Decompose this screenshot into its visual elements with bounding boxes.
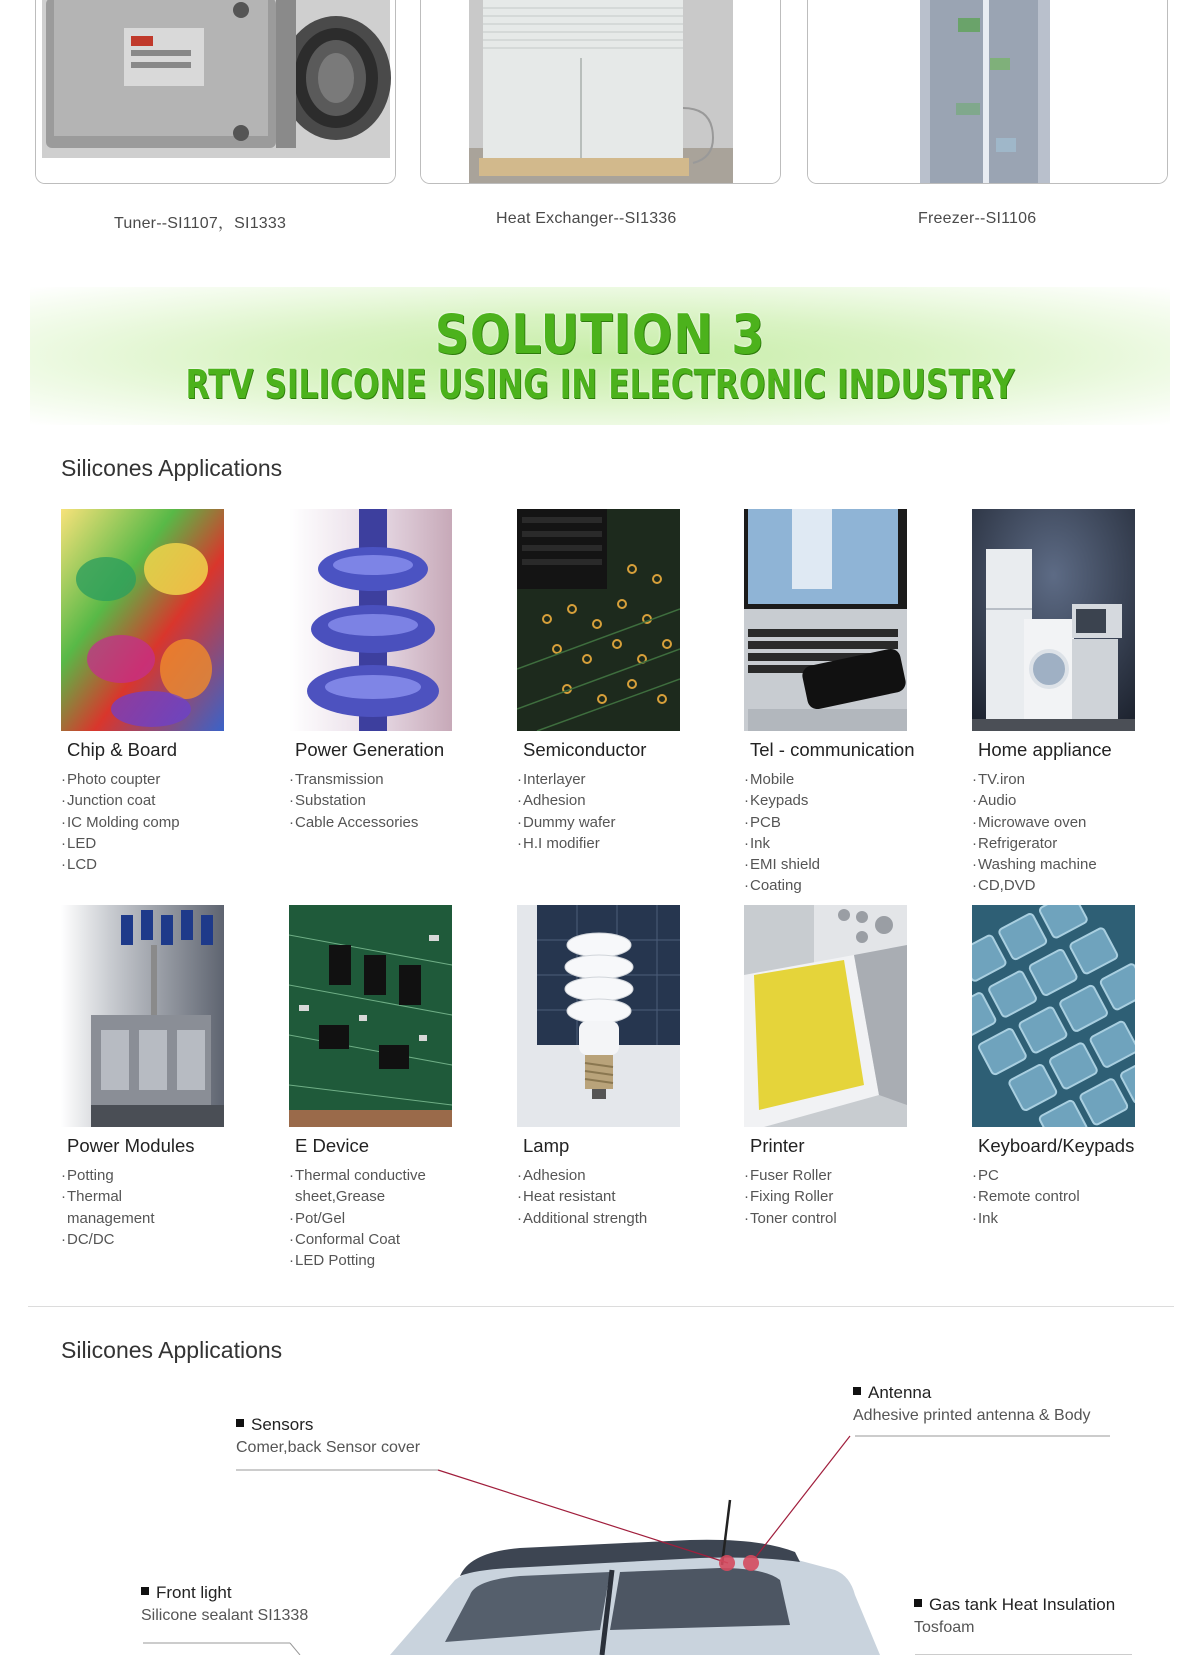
app-bullet: · EMI shield <box>744 854 964 875</box>
app-card-home-appliance <box>972 509 1192 897</box>
app-name: Lamp <box>523 1135 570 1156</box>
app-bullets <box>517 769 737 854</box>
freezer-image <box>808 0 1167 183</box>
product-caption-freezer: Freezer--SI1106 <box>918 210 1037 227</box>
app-bullets <box>289 769 509 833</box>
app-card-lamp <box>517 905 737 1229</box>
app-bullet: · Microwave oven <box>972 812 1192 833</box>
label-desc: Comer,back Sensor cover <box>236 1439 421 1456</box>
app-bullets <box>972 1165 1192 1229</box>
label-heading: Front light <box>141 1583 308 1603</box>
app-bullet: · Fixing Roller <box>744 1186 964 1207</box>
power-modules-image <box>61 905 224 1127</box>
app-bullet: · Coating <box>744 875 964 896</box>
section-divider <box>28 1306 1174 1307</box>
app-bullets <box>517 1165 737 1229</box>
app-card-chip-board <box>61 509 281 875</box>
home-appliance-image <box>972 509 1135 731</box>
app-bullet: · PCB <box>744 812 964 833</box>
solution-banner <box>30 287 1170 425</box>
lamp-image <box>517 905 680 1127</box>
app-name: Semiconductor <box>523 739 647 760</box>
app-bullet: · Pot/Gel <box>289 1208 439 1229</box>
app-bullet: · Potting <box>61 1165 181 1186</box>
app-card-printer <box>744 905 964 1229</box>
car-section-title: Silicones Applications <box>61 1337 283 1363</box>
app-name: Power Generation <box>295 739 445 760</box>
app-bullet: · LED <box>61 833 281 854</box>
app-bullets <box>972 769 1192 897</box>
chip-board-image <box>61 509 224 731</box>
banner-subtitle: RTV SILICONE USING IN ELECTRONIC INDUSTRY <box>185 362 1015 408</box>
app-bullets <box>289 1165 439 1271</box>
label-heading: Antenna <box>853 1383 1091 1403</box>
app-bullet: · H.I modifier <box>517 833 737 854</box>
banner-title: SOLUTION 3 <box>434 303 766 366</box>
app-name: Printer <box>750 1135 805 1156</box>
semiconductor-image <box>517 509 680 731</box>
app-bullet: · Adhesion <box>517 1165 737 1186</box>
app-name: Keyboard/Keypads <box>978 1135 1135 1156</box>
app-bullet: · LED Potting <box>289 1250 439 1271</box>
app-card-keyboard-keypads <box>972 905 1192 1229</box>
keyboard-image <box>972 905 1135 1127</box>
sensor-marker <box>719 1555 735 1571</box>
label-heading: Sensors <box>236 1415 420 1435</box>
app-bullets <box>744 769 964 897</box>
applications-section-title: Silicones Applications <box>61 455 283 481</box>
e-device-image <box>289 905 452 1127</box>
label-gas-tank <box>914 1595 1115 1637</box>
product-card-heat-exchanger <box>420 0 781 184</box>
app-bullet: · Fuser Roller <box>744 1165 964 1186</box>
app-bullet: · Refrigerator <box>972 833 1192 854</box>
label-desc: Tosfoam <box>914 1619 975 1636</box>
product-card-tuner <box>35 0 396 184</box>
app-name: Home appliance <box>978 739 1112 760</box>
app-bullet: · Toner control <box>744 1208 964 1229</box>
app-bullet: · Ink <box>972 1208 1192 1229</box>
label-antenna <box>853 1383 1091 1425</box>
app-bullet: · Transmission <box>289 769 509 790</box>
app-name: Chip & Board <box>67 739 178 760</box>
app-name: E Device <box>295 1135 370 1156</box>
app-name: Tel - communication <box>750 739 915 760</box>
app-bullet: · Mobile <box>744 769 964 790</box>
tuner-image <box>36 0 395 183</box>
app-bullet: · Substation <box>289 790 509 811</box>
app-bullet: · Washing machine <box>972 854 1192 875</box>
app-bullet: · PC <box>972 1165 1192 1186</box>
label-sensors <box>236 1415 420 1457</box>
label-front-light <box>141 1583 308 1625</box>
app-card-telecommunication <box>744 509 964 897</box>
app-card-power-modules <box>61 905 281 1250</box>
app-bullet: · Remote control <box>972 1186 1192 1207</box>
printer-image <box>744 905 907 1127</box>
app-bullet: · Adhesion <box>517 790 737 811</box>
app-card-power-generation <box>289 509 509 833</box>
app-card-e-device <box>289 905 509 1271</box>
power-generation-image <box>289 509 452 731</box>
app-bullet: · Keypads <box>744 790 964 811</box>
antenna-marker <box>743 1555 759 1571</box>
product-caption-heat-exchanger: Heat Exchanger--SI1336 <box>496 210 677 227</box>
app-bullets <box>61 1165 181 1250</box>
app-bullet: · IC Molding comp <box>61 812 281 833</box>
app-bullet: · DC/DC <box>61 1229 181 1250</box>
app-bullet: · TV.iron <box>972 769 1192 790</box>
app-bullet: · Interlayer <box>517 769 737 790</box>
app-bullet: · Photo coupter <box>61 769 281 790</box>
app-bullet: · Ink <box>744 833 964 854</box>
product-card-freezer <box>807 0 1168 184</box>
heat-exchanger-image <box>421 0 780 183</box>
app-bullet: · LCD <box>61 854 281 875</box>
app-bullet: · Thermal management <box>61 1186 181 1229</box>
app-bullet: · Heat resistant <box>517 1186 737 1207</box>
app-bullet: · Junction coat <box>61 790 281 811</box>
label-desc: Silicone sealant SI1338 <box>141 1607 309 1624</box>
app-bullet: · Thermal conductive sheet,Grease <box>289 1165 439 1208</box>
app-bullet: · Conformal Coat <box>289 1229 439 1250</box>
app-bullet: · Dummy wafer <box>517 812 737 833</box>
app-bullet: · Cable Accessories <box>289 812 509 833</box>
app-card-semiconductor <box>517 509 737 854</box>
app-bullet: · Audio <box>972 790 1192 811</box>
label-desc: Adhesive printed antenna & Body <box>853 1407 1091 1424</box>
label-heading: Gas tank Heat Insulation <box>914 1595 1115 1615</box>
app-bullets <box>744 1165 964 1229</box>
app-name: Power Modules <box>67 1135 195 1156</box>
app-bullets <box>61 769 281 875</box>
telecommunication-image <box>744 509 907 731</box>
product-caption-tuner: Tuner--SI1107，SI1333 <box>114 215 287 232</box>
app-bullet: · CD,DVD <box>972 875 1192 896</box>
app-bullet: · Additional strength <box>517 1208 737 1229</box>
